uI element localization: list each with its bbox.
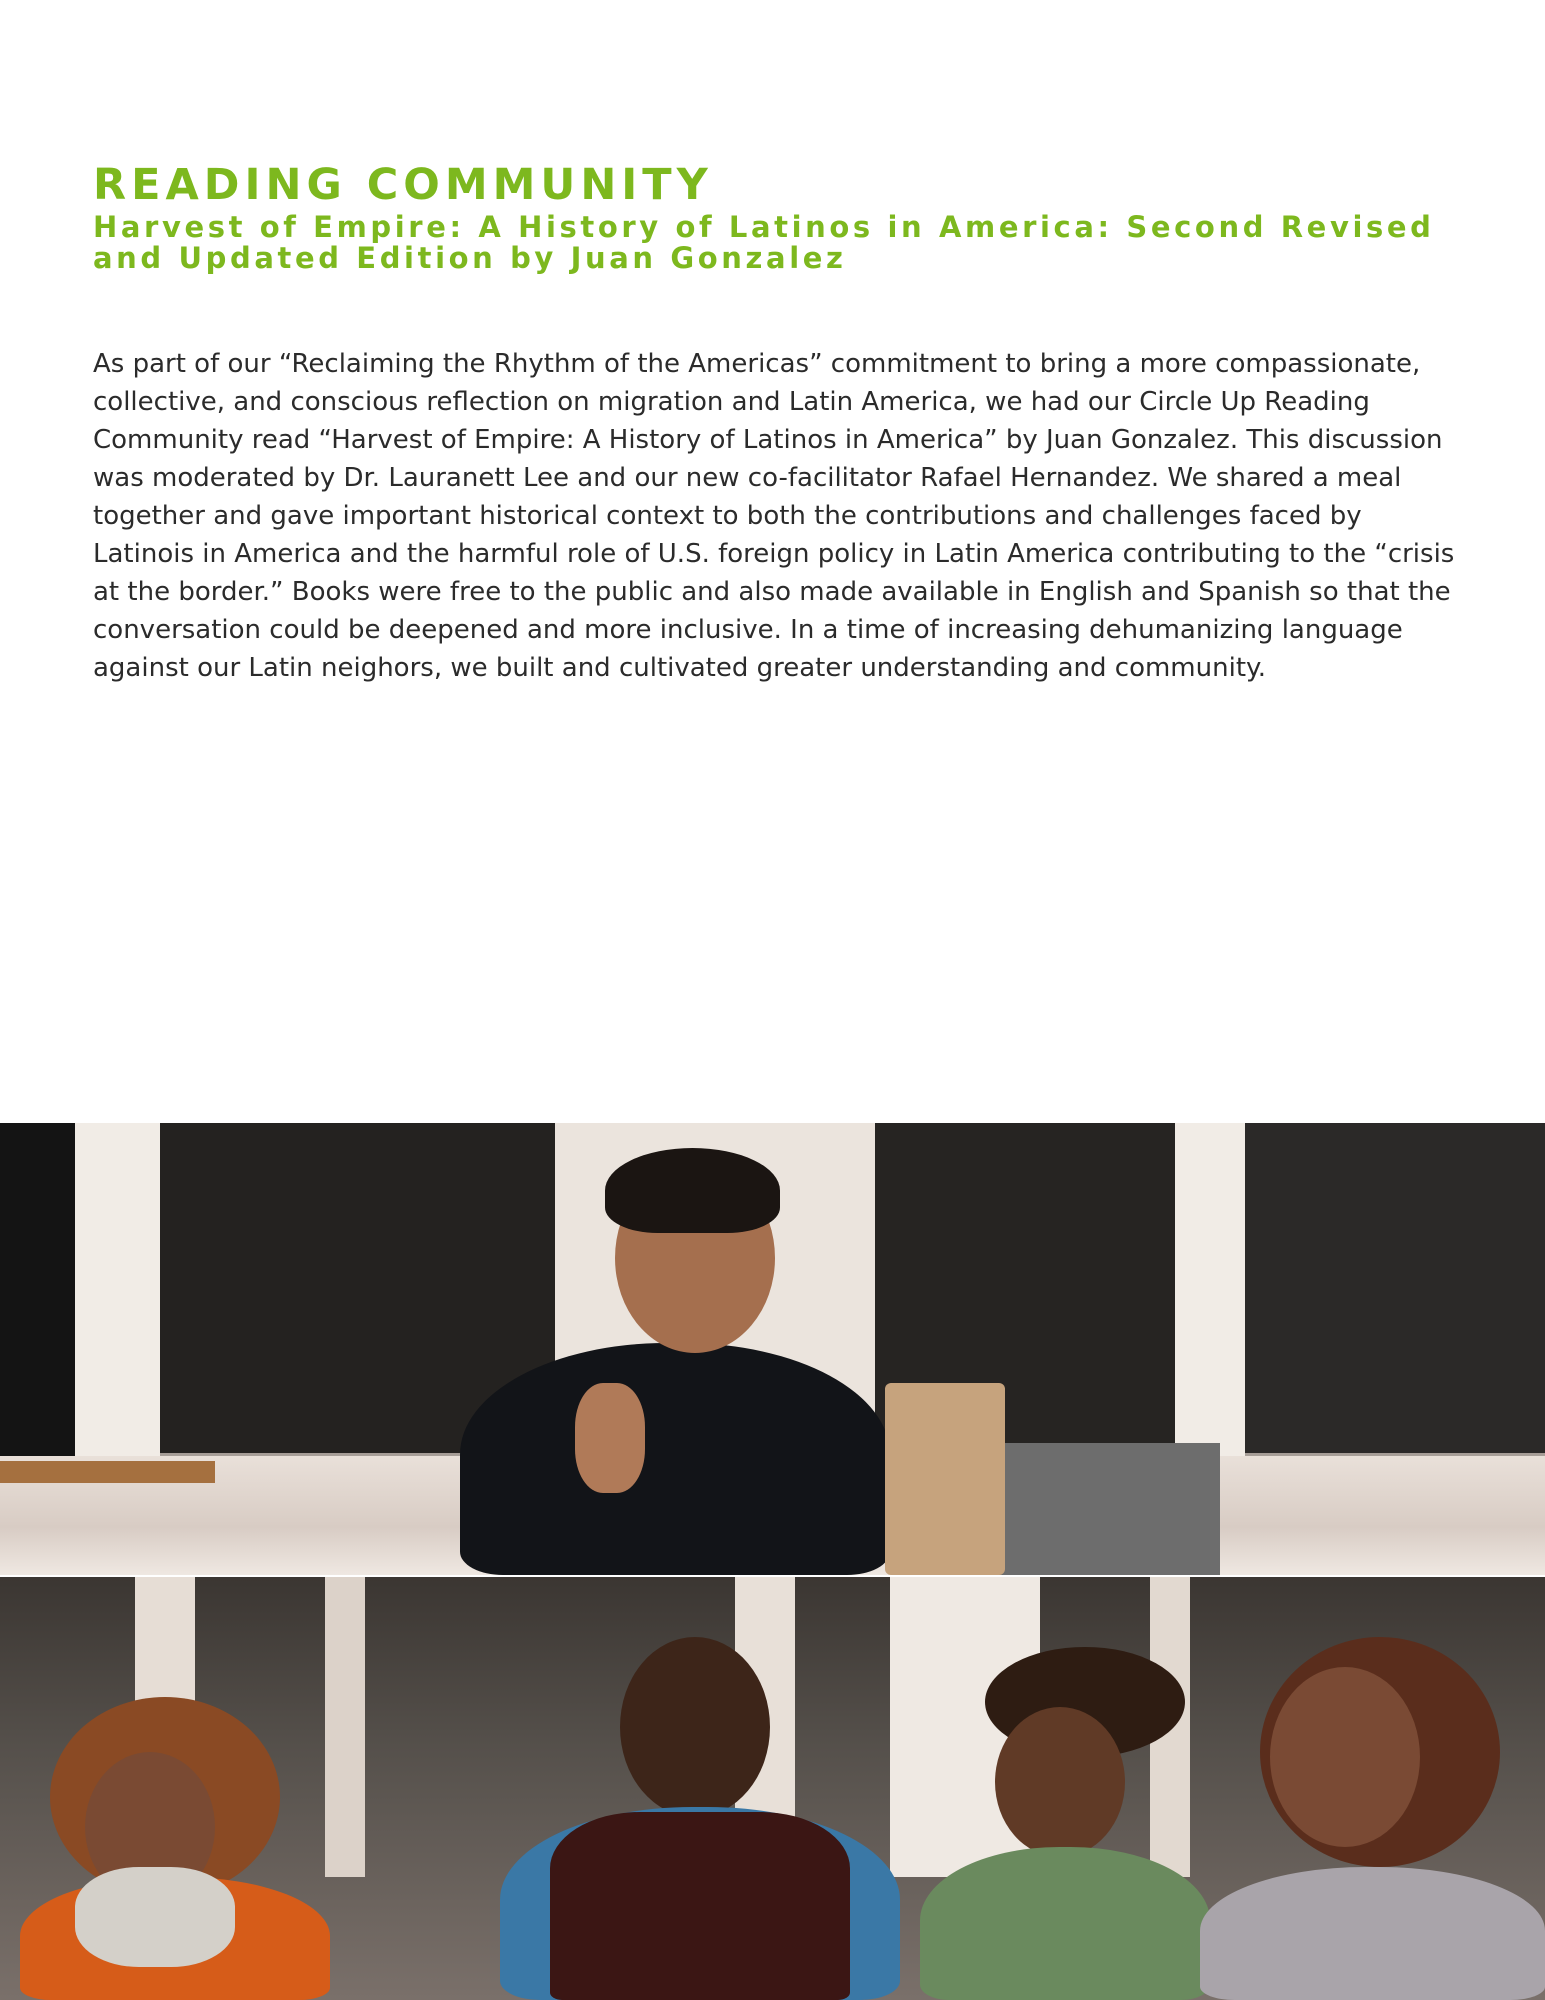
- facilitator-photo: [0, 1123, 1545, 1575]
- participant-4: [1200, 1637, 1545, 2000]
- description-paragraph: As part of our “Reclaiming the Rhythm of the Americas” commitment to bring a more compassionate, collective, and conscious reflection on migration and Latin America, we had our Circle Up Reading Community read “Harvest of Empire: A History of Latinos in America” by Juan Gonzalez. This discussion was moderated by Dr. Lauranett Lee and our new co-facilitator Rafael Hernandez. We shared a meal together and gave important historical context to both the contributions and challenges faced by Latinois in America and the harmful role of U.S. foreign policy in Latin America contributing to the “crisis at the border.” Books were free to the public and also made available in English and Spanish so that the conversation could be deepened and more inclusive. In a time of increasing dehumanizing language against our Latin neighors, we built and cultivated greater understanding and community.: [93, 349, 1455, 683]
- page-header: [93, 160, 1473, 274]
- section-title: READING COMMUNITY: [93, 160, 713, 210]
- book-title: Harvest of Empire: A History of Latinos in America: Second Revised and Updated Edition by Juan Gonzalez: [93, 210, 1435, 275]
- participant-3: [920, 1647, 1210, 2000]
- participant-1: [20, 1697, 330, 2000]
- participants-photo: [0, 1577, 1545, 2000]
- facilitator-figure: [455, 1143, 1015, 1575]
- participant-2: [500, 1637, 900, 2000]
